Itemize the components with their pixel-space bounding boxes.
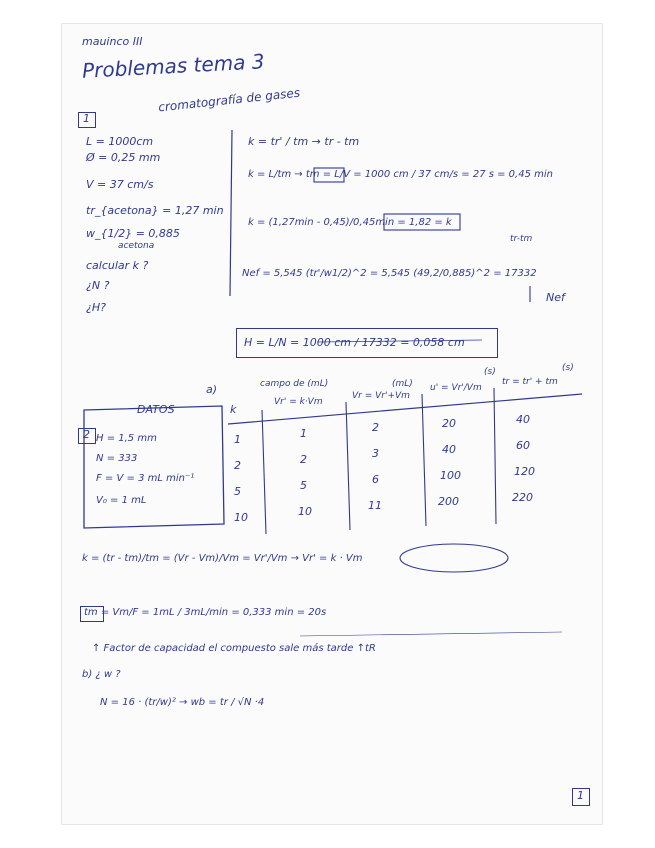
notebook-page (62, 24, 602, 824)
table-cell: 6 (372, 473, 379, 486)
table-cell: 200 (438, 495, 459, 508)
p2-part-b: b) ¿ w ? (82, 669, 121, 680)
table-cell: 220 (512, 491, 533, 504)
p2-header-note-3: (s) (484, 367, 496, 377)
p1-formula-tm: k = L/tm → tm = L/V = 1000 cm / 37 cm/s = 27 s = 0,45 min (248, 169, 553, 180)
table-cell: 2 (300, 453, 307, 466)
p1-underline (318, 340, 482, 342)
p2-table-vline-1 (262, 410, 266, 534)
page-title: Problemas tema 3 (81, 49, 266, 83)
table-cell: 1 (300, 427, 307, 440)
page-number: 1 (577, 789, 584, 802)
p2-data-H: H = 1,5 mm (96, 433, 157, 444)
p2-col-k: k (230, 403, 237, 416)
table-cell: 3 (372, 447, 379, 460)
p1-acetona-label: acetona (118, 241, 155, 251)
table-cell: 2 (234, 459, 241, 472)
table-cell: 120 (514, 465, 535, 478)
ink-lines-overlay (62, 24, 602, 824)
p2-formula-N: N = 16 · (tr/w)² → wb = tr / √N ·4 (100, 697, 265, 708)
subject-label: mauinco III (82, 35, 143, 48)
p1-k-result-box (384, 214, 460, 230)
p1-tm-result-box (314, 168, 344, 182)
table-cell: 20 (442, 417, 456, 430)
p2-datos-label: DATOS (137, 403, 175, 416)
p1-formula-H: H = L/N = 1000 cm / 17332 = 0,058 cm (244, 336, 465, 349)
p2-note: ↑ Factor de capacidad el compuesto sale más tarde ↑tR (92, 643, 376, 654)
p2-col-u-prime: u' = Vr'/Vm (430, 383, 482, 393)
p2-part-a: a) (206, 383, 218, 396)
table-cell: 100 (440, 469, 461, 482)
table-cell: 2 (372, 421, 379, 434)
p2-header-note-4: (s) (562, 363, 574, 373)
p2-col-vr: Vr = Vr'+Vm (352, 391, 410, 401)
p1-data-L: L = 1000cm (86, 135, 154, 148)
p2-note-underline (300, 632, 562, 636)
p2-data-N: N = 333 (96, 453, 138, 464)
problem-1-number: 1 (83, 112, 90, 125)
p2-highlight-ellipse (400, 544, 508, 572)
p2-header-note-2: (mL) (392, 379, 413, 389)
p2-col-tr: tr = tr' + tm (502, 377, 558, 387)
p1-data-V: V = 37 cm/s (86, 178, 154, 191)
p1-data-calc-k: calcular k ? (86, 259, 149, 272)
p1-data-tr: tr_{acetona} = 1,27 min (86, 204, 224, 217)
p2-formula-k: k = (tr - tm)/tm = (Vr - Vm)/Vm = Vr'/Vm → Vr' = k · Vm (82, 553, 363, 564)
p1-formula-k: k = tr' / tm → tr - tm (248, 135, 360, 148)
p1-data-N: ¿N ? (86, 279, 110, 292)
table-cell: 5 (300, 479, 307, 492)
table-cell: 10 (298, 505, 312, 518)
p2-table-vline-3 (422, 394, 426, 526)
p1-formula-k2: k = (1,27min - 0,45)/0,45min = 1,82 = k (248, 217, 452, 228)
p1-data-H: ¿H? (86, 301, 106, 314)
p2-data-F: F = V = 3 mL min⁻¹ (96, 473, 195, 484)
problem-1-topic: cromatografía de gases (157, 85, 301, 115)
table-cell: 11 (368, 499, 382, 512)
p2-table-vline-2 (346, 402, 350, 530)
table-cell: 1 (234, 433, 241, 446)
p1-N-label: Nef (546, 291, 565, 304)
table-cell: 60 (516, 439, 530, 452)
p2-table-vline-4 (494, 388, 496, 524)
p2-header-note-1: campo de (mL) (260, 379, 329, 389)
p1-formula-N: Nef = 5,545 (tr'/w1/2)^2 = 5,545 (49,2/0,885)^2 = 17332 (242, 268, 537, 279)
p1-data-w: w_{1/2} = 0,885 (86, 227, 180, 240)
p2-data-V0: V₀ = 1 mL (96, 495, 147, 506)
p1-N-note: tr-tm (510, 234, 533, 244)
p1-divider (230, 130, 232, 296)
p1-data-diameter: Ø = 0,25 mm (86, 151, 161, 164)
table-cell: 10 (234, 511, 248, 524)
table-cell: 5 (234, 485, 241, 498)
table-cell: 40 (442, 443, 456, 456)
p2-table-header-line (228, 391, 582, 424)
p2-col-vr-prime: Vr' = k·Vm (274, 397, 323, 407)
table-cell: 40 (516, 413, 530, 426)
problem-2-number: 2 (83, 428, 90, 441)
p2-formula-tm: tm = Vm/F = 1mL / 3mL/min = 0,333 min = 20s (84, 607, 327, 618)
p2-datos-frame (84, 403, 224, 528)
